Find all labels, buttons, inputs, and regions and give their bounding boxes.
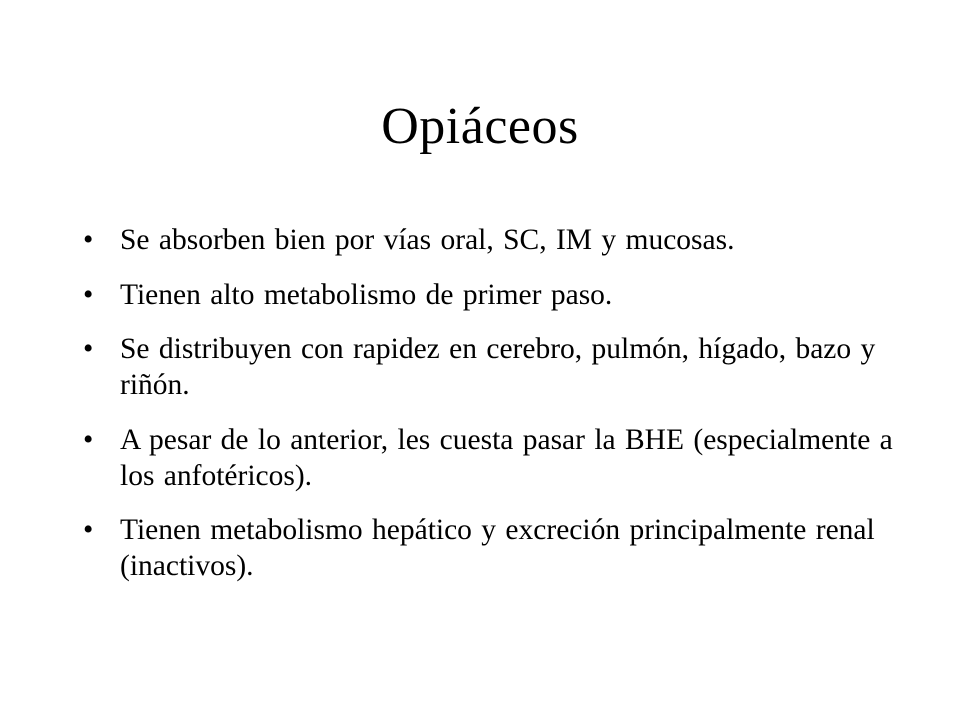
bullet-text: Tienen alto metabolismo de primer paso. — [120, 278, 613, 311]
bullet-list — [83, 222, 903, 603]
bullet-item — [83, 422, 903, 494]
bullet-item — [83, 331, 903, 403]
slide-title: Opiáceos — [381, 98, 579, 155]
bullet-item — [83, 222, 903, 258]
bullet-dot-icon: • — [83, 278, 94, 311]
bullet-text: Se absorben bien por vías oral, SC, IM y mucosas. — [120, 224, 735, 256]
bullet-text: Se distribuyen con rapidez en cerebro, pulmón, hígado, bazo y riñón. — [120, 333, 876, 401]
bullet-dot-icon: • — [83, 224, 94, 256]
bullet-text: Tienen metabolismo hepático y excreción principalmente renal (inactivos). — [120, 514, 875, 582]
bullet-item — [83, 512, 903, 584]
bullet-dot-icon: • — [83, 333, 94, 365]
bullet-dot-icon: • — [83, 514, 94, 546]
bullet-dot-icon: • — [83, 423, 94, 456]
bullet-text: A pesar de lo anterior, les cuesta pasar la BHE (especialmente a los anfotéricos). — [120, 423, 893, 492]
bullet-item — [83, 277, 903, 313]
